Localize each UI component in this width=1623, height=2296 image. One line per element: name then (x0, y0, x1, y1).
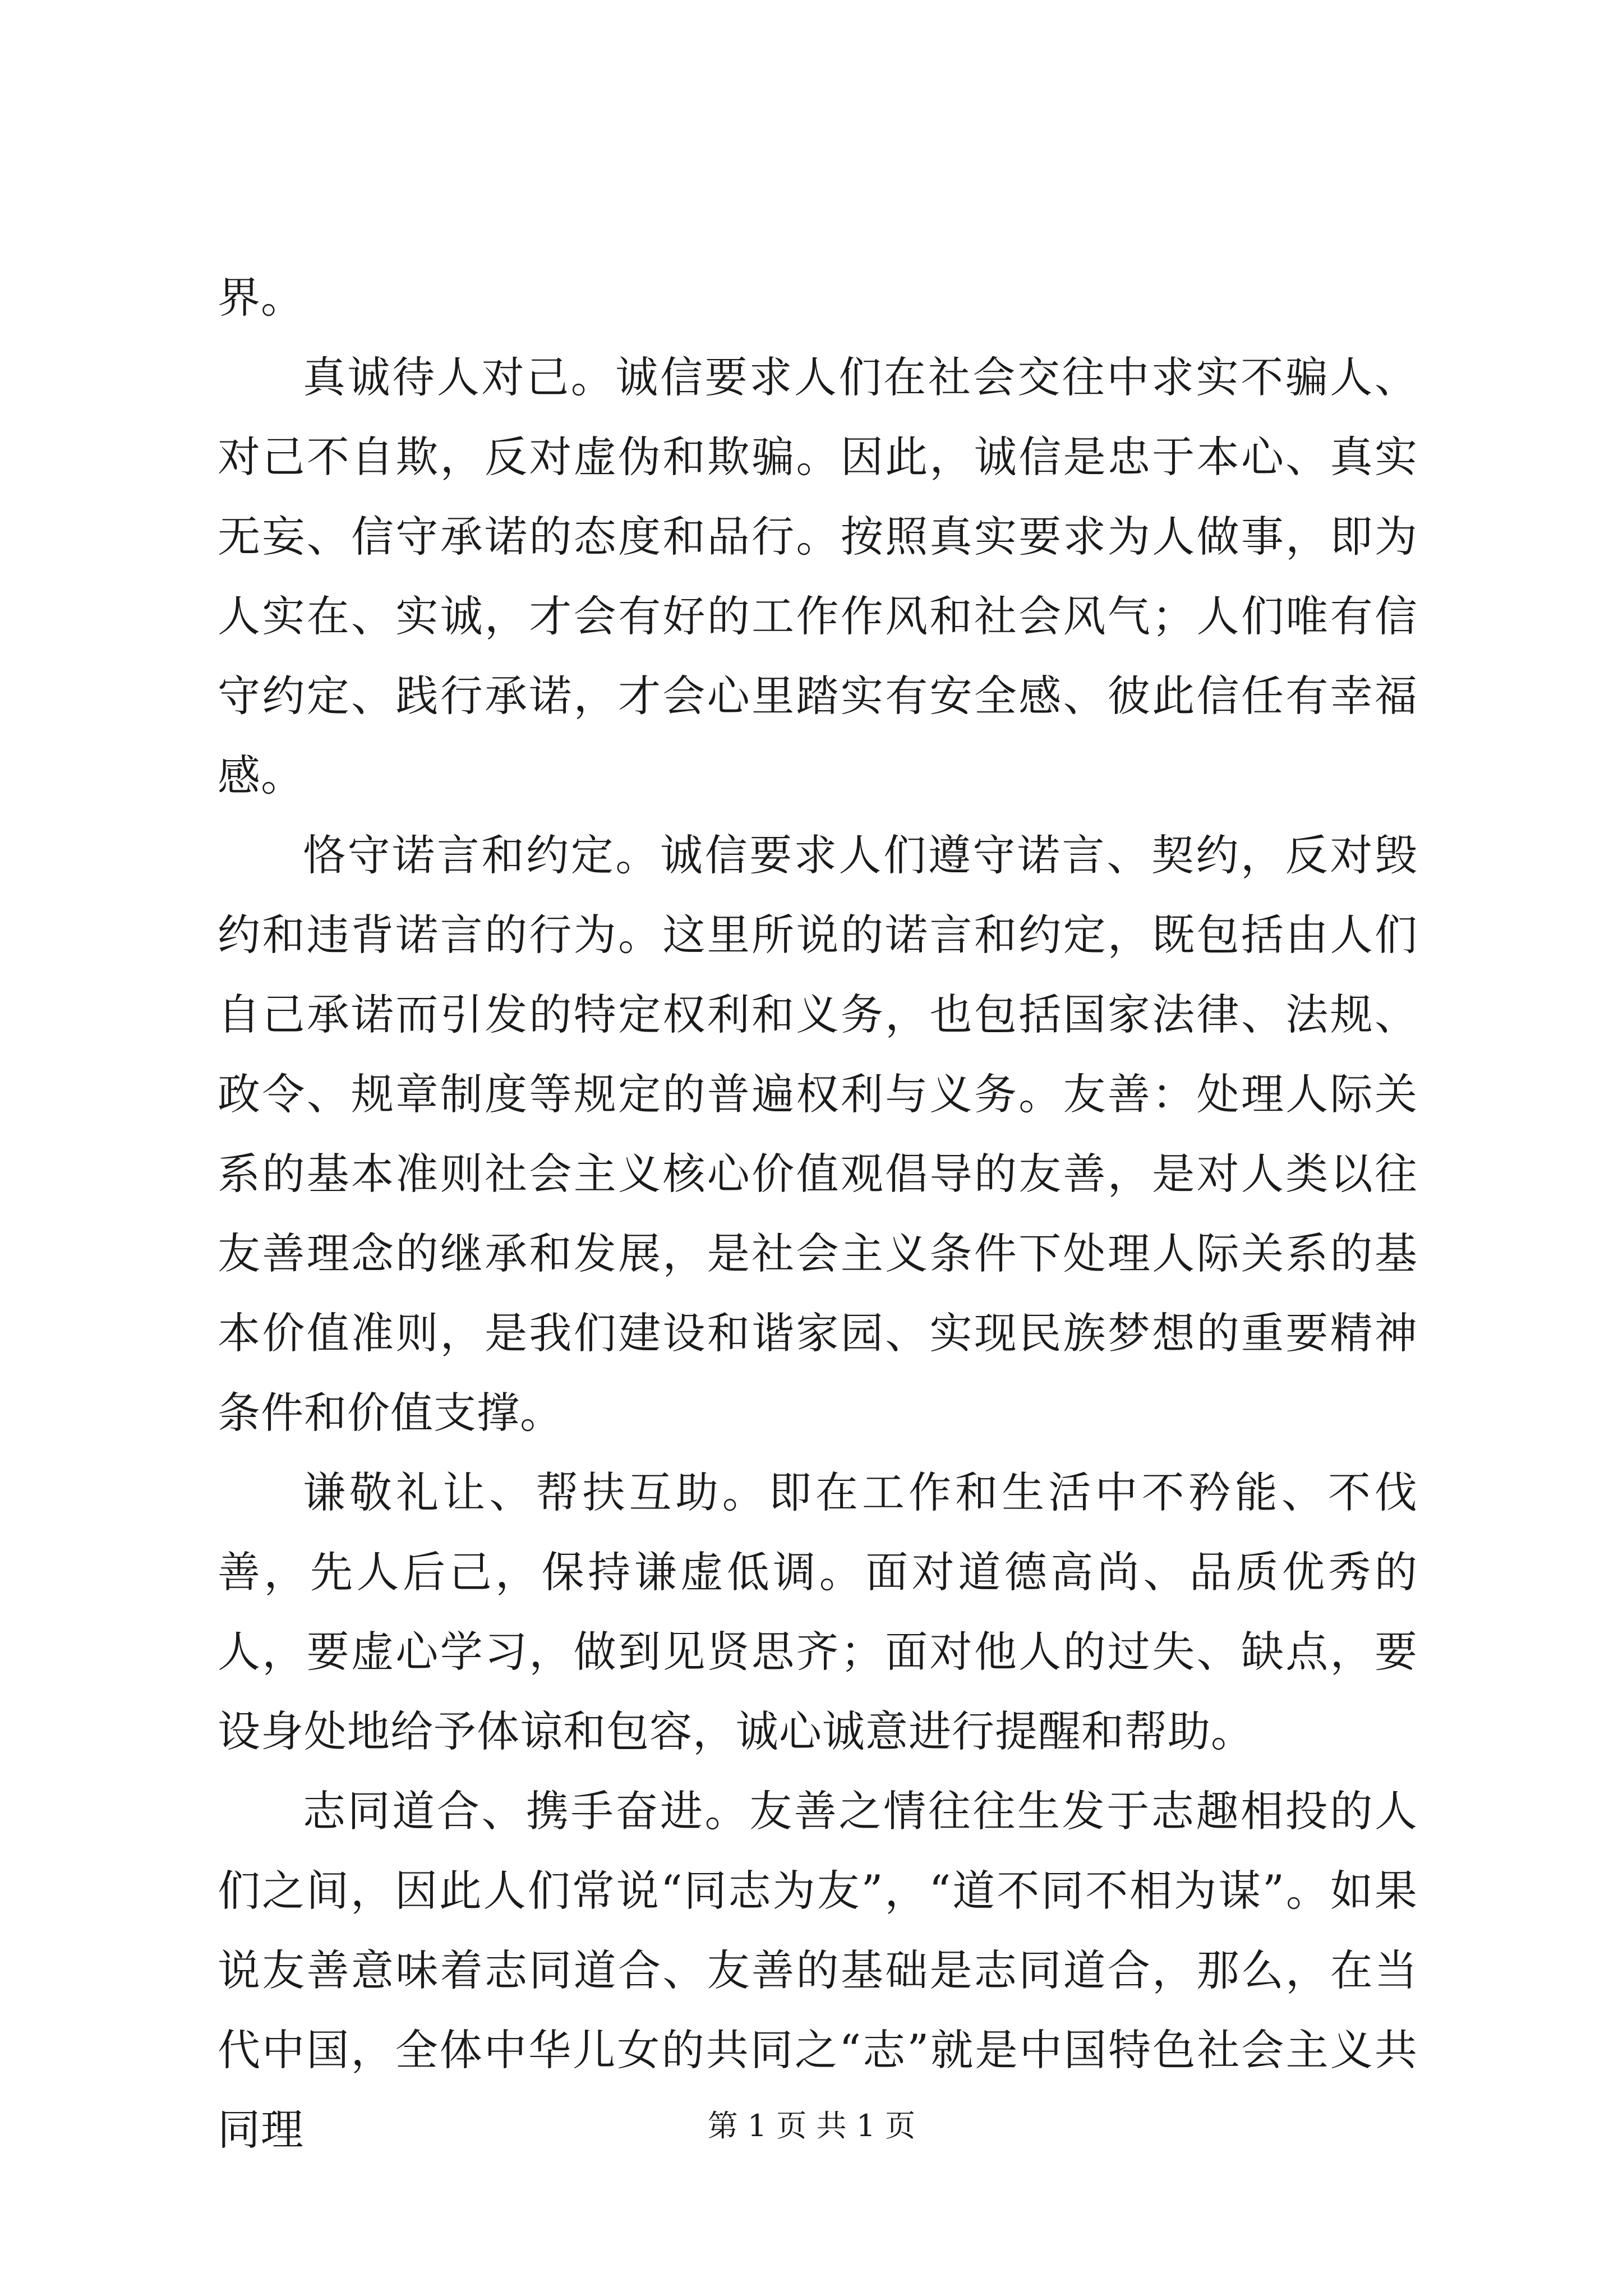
paragraph-shared-aspirations: 志同道合、携手奋进。友善之情往往生发于志趣相投的人们之间，因此人们常说“同志为友”，“道不同不相为谋”。如果说友善意味着志同道合、友善的基础是志同道合，那么，在当代中国，全体中华儿女的共同之“志”就是中国特色社会主义共同理 (218, 1786, 1418, 2155)
paragraph-sincerity-to-others: 真诚待人对己。诚信要求人们在社会交往中求实不骗人、对己不自欺，反对虚伪和欺骗。因此，诚信是忠于本心、真实无妄、信守承诺的态度和品行。按照真实要求为人做事，即为人实在、实诚，才会有好的工作作风和社会风气；人们唯有信守约定、践行承诺，才会心里踏实有安全感、彼此信任有幸福感。 (218, 352, 1418, 800)
paragraph-modesty-mutual-help: 谦敬礼让、帮扶互助。即在工作和生活中不矜能、不伐善，先人后己，保持谦虚低调。面对道德高尚、品质优秀的人，要虚心学习，做到见贤思齐；面对他人的过失、缺点，要设身处地给予体谅和包容，诚心诚意进行提醒和帮助。 (218, 1467, 1418, 1756)
page-footer: 第 1 页 共 1 页 (707, 2108, 916, 2143)
document-body (218, 258, 1418, 2170)
paragraph-continuation: 界。 (218, 273, 304, 323)
paragraph-keep-promises: 恪守诺言和约定。诚信要求人们遵守诺言、契约，反对毁约和违背诺言的行为。这里所说的诺言和约定，既包括由人们自己承诺而引发的特定权利和义务，也包括国家法律、法规、政令、规章制度等规定的普遍权利与义务。友善：处理人际关系的基本准则社会主义核心价值观倡导的友善，是对人类以往友善理念的继承和发展，是社会主义条件下处理人际关系的基本价值准则，是我们建设和谐家园、实现民族梦想的重要精神条件和价值支撑。 (218, 830, 1418, 1438)
